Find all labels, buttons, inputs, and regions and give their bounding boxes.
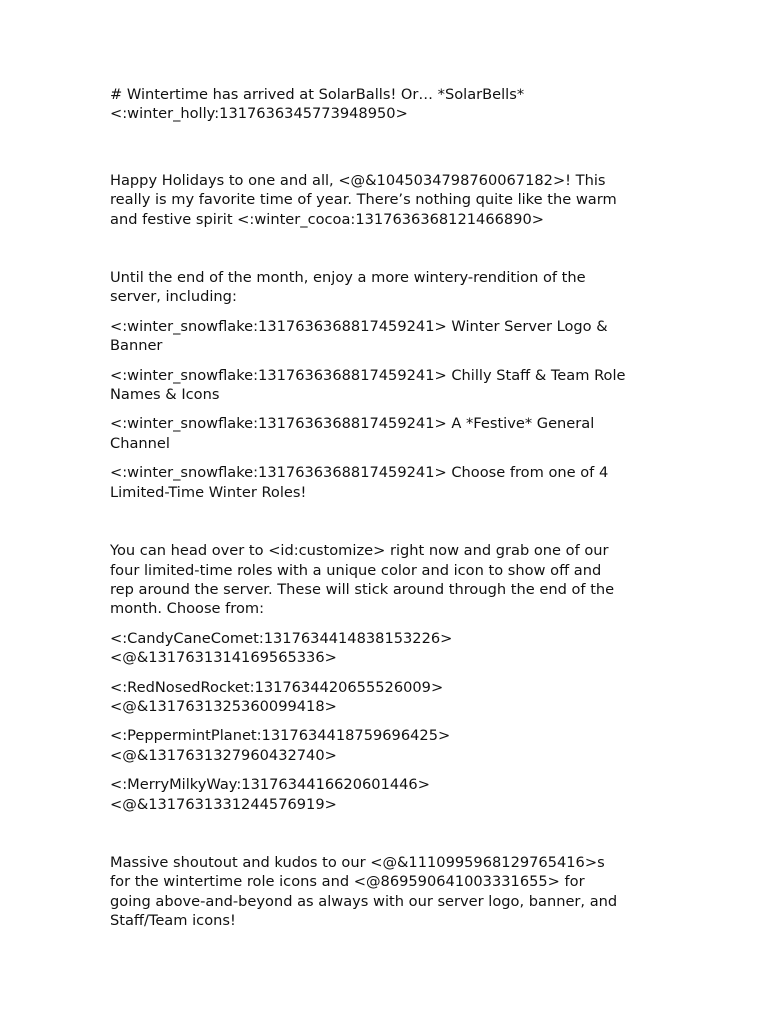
shoutout-paragraph: Massive shoutout and kudos to our <@&1110995968129765416>s for the wintertime role icons and <@869590641003331655> for going above-and-beyond as always with our server logo, banner, and Staff/Team icons! xyxy=(110,853,618,930)
document-body xyxy=(110,85,670,931)
role-entry: <:MerryMilkyWay:1317634416620601446> <@&1317631331244576919> xyxy=(110,776,430,813)
feature-item: <:winter_snowflake:1317636368817459241> Winter Server Logo & Banner xyxy=(110,317,608,355)
feature-item: <:winter_snowflake:1317636368817459241> Chilly Staff & Team Role Names & Icons xyxy=(110,366,626,404)
intro-paragraph: Happy Holidays to one and all, <@&1045034798760067182>! This really is my favorite time of year. There’s nothing quite like the warm and festive spirit <:winter_cocoa:1317636368121466890> xyxy=(110,171,617,228)
role-entry: <:PeppermintPlanet:1317634418759696425> <@&1317631327960432740> xyxy=(110,727,451,764)
role-entry: <:CandyCaneComet:1317634414838153226> <@&1317631314169565336> xyxy=(110,629,453,667)
feature-item: <:winter_snowflake:1317636368817459241> Choose from one of 4 Limited-Time Winter Roles! xyxy=(110,464,609,501)
feature-item: <:winter_snowflake:1317636368817459241> A *Festive* General Channel xyxy=(110,415,595,452)
announcement-title: # Wintertime has arrived at SolarBalls! Or… *SolarBells* <:winter_holly:1317636345773948950> xyxy=(110,86,525,123)
role-entry: <:RedNosedRocket:1317634420655526009> <@&1317631325360099418> xyxy=(110,678,444,715)
features-lead: Until the end of the month, enjoy a more wintery-rendition of the server, including: xyxy=(110,269,586,306)
roles-lead: You can head over to <id:customize> right now and grab one of our four limited-time roles with a unique color and icon to show off and rep around the server. These will stick around through the end of the month. Choose from: xyxy=(110,542,615,618)
